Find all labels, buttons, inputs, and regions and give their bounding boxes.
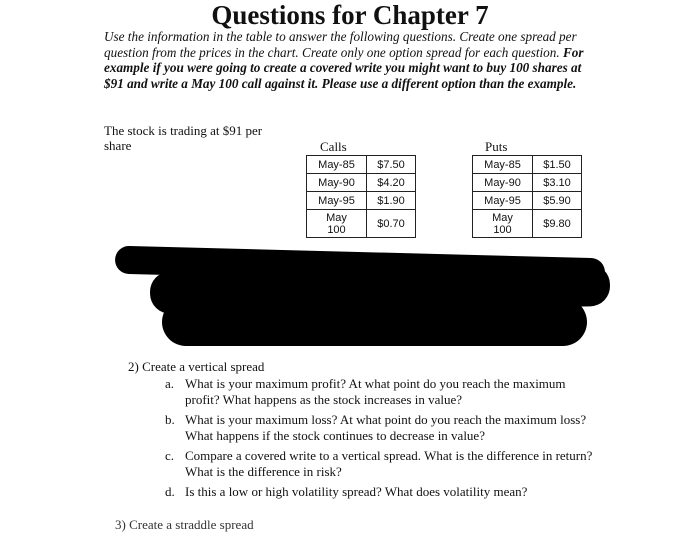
item-letter: a. bbox=[165, 376, 175, 391]
question-2-heading: 2) Create a vertical spread bbox=[128, 359, 265, 374]
item-text: What is your maximum profit? At what point do you reach the maximum profit? What happens as the stock increases in value? bbox=[185, 376, 566, 407]
put-month: May-95 bbox=[473, 192, 533, 210]
call-price: $4.20 bbox=[367, 174, 416, 192]
table-row bbox=[473, 174, 582, 192]
call-price: $1.90 bbox=[367, 192, 416, 210]
stock-price-note: The stock is trading at $91 per share bbox=[104, 123, 263, 153]
call-month: May 100 bbox=[307, 210, 367, 238]
call-month: May-85 bbox=[307, 156, 367, 174]
table-row bbox=[307, 210, 416, 238]
put-price: $1.50 bbox=[533, 156, 582, 174]
table-row bbox=[473, 156, 582, 174]
item-text: What is your maximum loss? At what point do you reach the maximum loss? What happens if the stock continues to decrease in value? bbox=[185, 412, 587, 443]
instructions-example: For example if you were going to create a covered write you might want to buy 100 shares at $91 and write a May 100 call against it. Please use a different option than the example. bbox=[104, 44, 584, 91]
put-month: May 100 bbox=[473, 210, 533, 238]
table-row bbox=[307, 192, 416, 210]
table-row bbox=[307, 174, 416, 192]
question-3-heading-cut: 3) Create a straddle spread bbox=[115, 517, 254, 532]
item-letter: c. bbox=[165, 448, 175, 463]
table-row bbox=[307, 156, 416, 174]
instructions bbox=[104, 29, 604, 91]
put-month: May-90 bbox=[473, 174, 533, 192]
put-month: May-85 bbox=[473, 156, 533, 174]
table-row bbox=[473, 210, 582, 238]
put-price: $5.90 bbox=[533, 192, 582, 210]
call-price: $0.70 bbox=[367, 210, 416, 238]
call-price: $7.50 bbox=[367, 156, 416, 174]
calls-header: Calls bbox=[320, 139, 347, 154]
puts-table bbox=[472, 155, 582, 238]
item-letter: b. bbox=[165, 412, 175, 427]
item-text: Is this a low or high volatility spread? What does volatility mean? bbox=[185, 484, 528, 499]
page-title: Questions for Chapter 7 bbox=[211, 0, 489, 30]
item-text: Compare a covered write to a vertical spread. What is the difference in return? What is the difference in risk? bbox=[185, 448, 593, 479]
table-row bbox=[473, 192, 582, 210]
instructions-italic: Use the information in the table to answer the following questions. Create one spread per question from the prices in the chart. Create only one option spread for each question. bbox=[104, 29, 577, 60]
redaction-mark bbox=[162, 298, 587, 346]
call-month: May-90 bbox=[307, 174, 367, 192]
puts-header: Puts bbox=[485, 139, 508, 154]
call-month: May-95 bbox=[307, 192, 367, 210]
put-price: $9.80 bbox=[533, 210, 582, 238]
put-price: $3.10 bbox=[533, 174, 582, 192]
calls-table bbox=[306, 155, 416, 238]
item-letter: d. bbox=[165, 484, 175, 499]
